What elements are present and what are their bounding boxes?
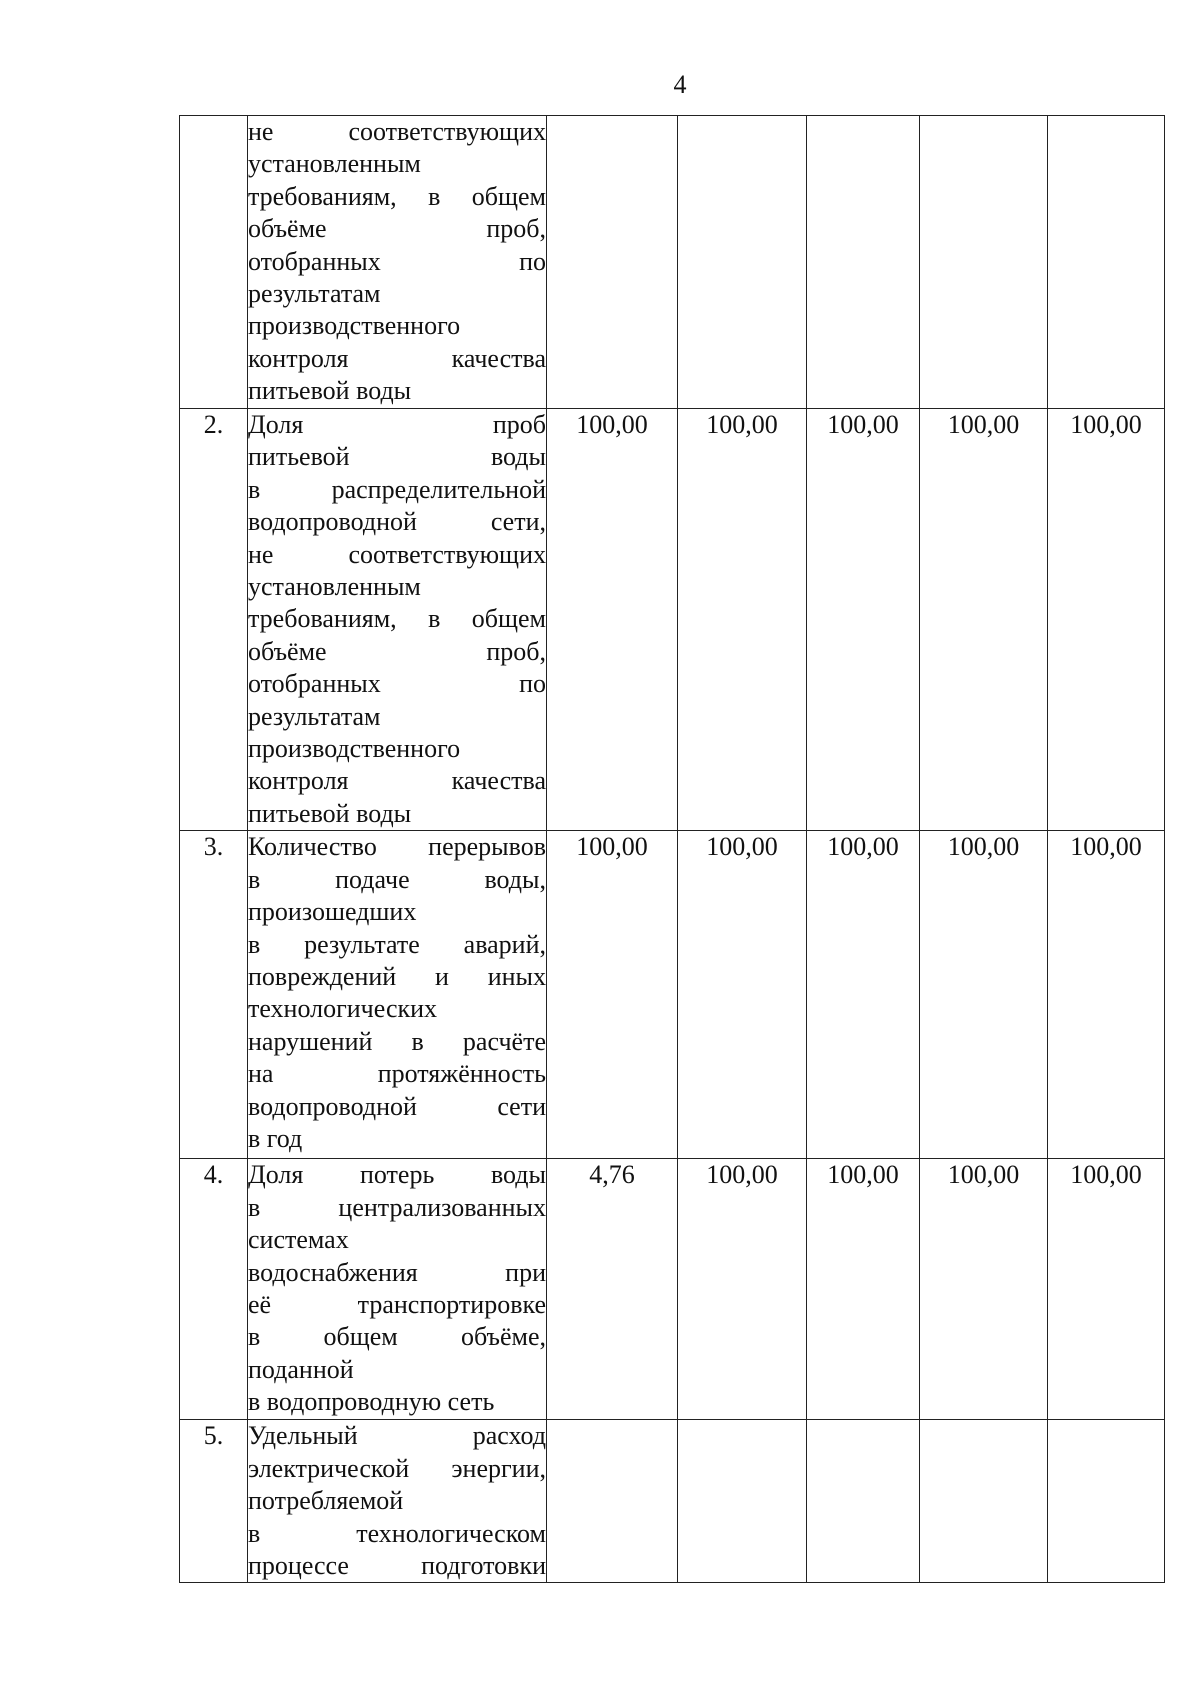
description-line: не соответствующих (248, 117, 546, 146)
value-cell (678, 116, 807, 409)
description-line: объёме проб, (248, 214, 546, 244)
value-cell: 100,00 (678, 1159, 807, 1420)
description-line: Количество перерывов (248, 832, 546, 862)
description-line: на протяжённость (248, 1059, 546, 1089)
value-cell: 100,00 (1048, 409, 1165, 831)
description-line: Удельный расход (248, 1421, 546, 1451)
value-cell: 100,00 (1048, 831, 1165, 1159)
value-cell (678, 1420, 807, 1583)
value-cell: 100,00 (678, 831, 807, 1159)
indicator-description (248, 409, 547, 831)
row-number: 3. (180, 831, 248, 1159)
description-line: отобранных по (248, 669, 546, 699)
description-line: Доля потерь воды (248, 1160, 546, 1190)
description-line: питьевой воды (248, 442, 546, 472)
value-cell: 100,00 (547, 409, 678, 831)
table-row (180, 116, 1165, 409)
description-line: нарушений в расчёте (248, 1026, 546, 1056)
value-cell: 100,00 (807, 1159, 920, 1420)
description-line: требованиям, в общем (248, 604, 546, 634)
indicator-description (248, 1159, 547, 1420)
table-row (180, 1420, 1165, 1583)
description-line: питьевой воды (248, 798, 412, 828)
description-line: в распределительной (248, 474, 546, 504)
description-line: контроля качества (248, 343, 546, 373)
indicator-description (248, 1420, 547, 1583)
value-cell: 4,76 (547, 1159, 678, 1420)
description-line: контроля качества (248, 766, 546, 796)
description-line: требованиям, в общем (248, 181, 546, 211)
description-line: установленным (248, 572, 421, 602)
description-line: в результате аварий, (248, 929, 546, 959)
description-line: не соответствующих (248, 539, 546, 569)
row-number: 4. (180, 1159, 248, 1420)
value-cell: 100,00 (678, 409, 807, 831)
description-line: в водопроводную сеть (248, 1387, 495, 1417)
value-cell: 100,00 (547, 831, 678, 1159)
value-cell (547, 116, 678, 409)
table-row (180, 409, 1165, 831)
description-line: объёме проб, (248, 636, 546, 666)
description-line: в подаче воды, (248, 864, 546, 894)
description-line: результатам (248, 701, 381, 731)
description-line: в централизованных (248, 1192, 546, 1222)
description-line: произошедших (248, 897, 417, 927)
row-number: 5. (180, 1420, 248, 1583)
description-line: питьевой воды (248, 376, 412, 406)
row-number (180, 116, 248, 409)
value-cell: 100,00 (920, 1159, 1048, 1420)
description-line: производственного (248, 311, 461, 341)
value-cell: 100,00 (920, 831, 1048, 1159)
indicator-description (248, 831, 547, 1159)
description-line: в технологическом (248, 1518, 546, 1548)
value-cell (920, 1420, 1048, 1583)
value-cell: 100,00 (920, 409, 1048, 831)
description-line: водопроводной сети (248, 1091, 546, 1121)
description-line: водопроводной сети, (248, 507, 546, 537)
description-line: результатам (248, 279, 381, 309)
description-line: процессе подготовки (248, 1550, 546, 1580)
description-line: повреждений и иных (248, 961, 546, 991)
description-line: технологических (248, 994, 438, 1024)
description-line: установленным (248, 149, 421, 179)
table-body (180, 116, 1165, 1583)
table-row (180, 831, 1165, 1159)
value-cell (920, 116, 1048, 409)
page-number: 4 (673, 70, 687, 99)
value-cell: 100,00 (1048, 1159, 1165, 1420)
value-cell: 100,00 (807, 831, 920, 1159)
description-line: потребляемой (248, 1486, 404, 1516)
value-cell (1048, 116, 1165, 409)
value-cell (1048, 1420, 1165, 1583)
description-line: производственного (248, 734, 461, 764)
description-line: её транспортировке (248, 1289, 546, 1319)
description-line: в общем объёме, (248, 1322, 546, 1352)
value-cell (807, 116, 920, 409)
description-line: Доля проб (248, 410, 546, 439)
row-number: 2. (180, 409, 248, 831)
description-line: отобранных по (248, 246, 546, 276)
description-line: электрической энергии, (248, 1453, 546, 1483)
indicators-table (179, 115, 1165, 1583)
table-row (180, 1159, 1165, 1420)
value-cell (547, 1420, 678, 1583)
description-line: в год (248, 1123, 303, 1153)
value-cell: 100,00 (807, 409, 920, 831)
indicator-description (248, 116, 547, 409)
description-line: водоснабжения при (248, 1257, 546, 1287)
description-line: системах (248, 1225, 349, 1255)
value-cell (807, 1420, 920, 1583)
description-line: поданной (248, 1354, 354, 1384)
